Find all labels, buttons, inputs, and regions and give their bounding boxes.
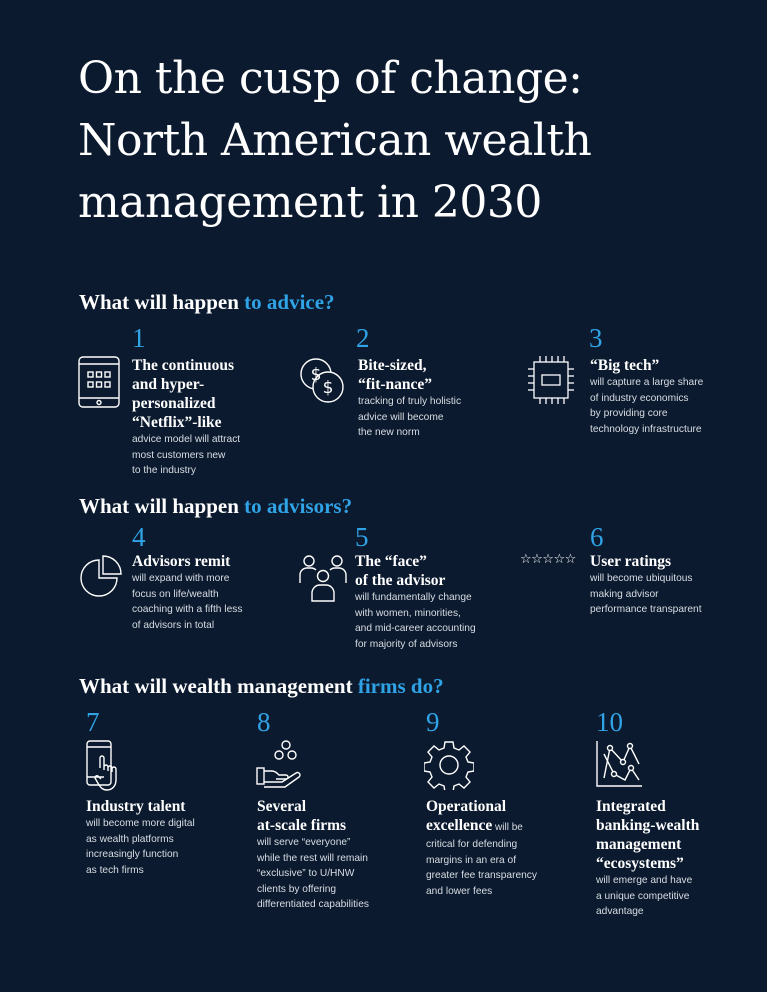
item-description: will serve “everyone” while the rest will remain “exclusive” to U/HNW clients by offering differentiated capabilities	[257, 837, 369, 910]
item-description: will emerge and have a unique competitive advantage	[596, 875, 693, 917]
section-heading-advice	[79, 289, 335, 315]
section-heading-text: What will happen	[79, 494, 245, 518]
list-item	[257, 797, 417, 913]
item-title: Several at-scale firms	[257, 798, 347, 834]
tablet-icon	[78, 356, 120, 408]
page-title: On the cusp of change: North American wealth management in 2030	[78, 53, 592, 228]
list-item	[132, 356, 292, 479]
hand-coins-icon	[256, 740, 302, 788]
item-title: Bite-sized, “fit-nance”	[358, 357, 433, 393]
coins-icon	[299, 356, 345, 404]
item-description: will fundamentally change with women, minorities, and mid-career accounting for majority of advisors	[355, 592, 476, 650]
list-item	[86, 797, 246, 878]
section-heading-advisors	[79, 493, 352, 519]
item-description: will become more digital as wealth platforms increasingly function as tech firms	[86, 818, 195, 876]
section-heading-firms	[79, 673, 444, 699]
item-number: 6	[590, 522, 604, 552]
item-number: 2	[356, 323, 370, 353]
section-heading-text: What will happen	[79, 290, 245, 314]
list-item	[590, 552, 750, 618]
star-rating-icon: ☆☆☆☆☆	[520, 552, 576, 567]
section-heading-highlight: firms do?	[357, 674, 444, 698]
item-number: 1	[132, 323, 146, 353]
item-number: 8	[257, 707, 271, 737]
list-item	[132, 552, 292, 633]
people-icon	[298, 553, 348, 603]
list-item	[590, 356, 750, 437]
section-heading-highlight: to advisors?	[244, 494, 353, 518]
item-description: will capture a large share of industry economics by providing core technology infrastructure	[590, 377, 704, 435]
gear-icon	[424, 740, 474, 790]
svg-text:$: $	[310, 365, 322, 385]
item-number: 5	[355, 522, 369, 552]
list-item	[358, 356, 518, 441]
item-title: Integrated banking-wealth management “ecosystems”	[596, 798, 700, 872]
item-title: Advisors remit	[132, 553, 231, 570]
item-title-text: Operational excellence	[426, 798, 507, 834]
list-item	[596, 797, 756, 920]
pie-chart-icon	[77, 554, 123, 600]
item-number: 3	[589, 323, 603, 353]
list-item	[426, 797, 586, 899]
item-number: 9	[426, 707, 440, 737]
item-title: Industry talent	[86, 798, 186, 815]
item-title: The “face” of the advisor	[355, 553, 446, 589]
item-title	[426, 797, 586, 837]
item-description: advice model will attract most customers new to the industry	[132, 434, 241, 476]
list-item	[355, 552, 525, 652]
item-title-inline: will be	[492, 822, 523, 833]
svg-text:$: $	[322, 378, 334, 398]
item-number: 7	[86, 707, 100, 737]
item-description: critical for defending margins in an era of greater fee transparency and lower fees	[426, 839, 537, 897]
network-chart-icon	[595, 740, 643, 788]
item-title: The continuous and hyper- personalized “Netflix”-like	[132, 357, 235, 431]
item-number: 10	[596, 707, 623, 737]
chip-icon	[527, 354, 575, 406]
section-heading-text: What will wealth management	[79, 674, 358, 698]
item-title: User ratings	[590, 553, 672, 570]
item-description: will become ubiquitous making advisor performance transparent	[590, 573, 702, 615]
item-title: “Big tech”	[590, 357, 660, 374]
item-description: will expand with more focus on life/wealth coaching with a fifth less of advisors in total	[132, 573, 243, 631]
item-number: 4	[132, 522, 146, 552]
phone-touch-icon	[86, 740, 122, 792]
section-heading-highlight: to advice?	[244, 290, 335, 314]
item-description: tracking of truly holistic advice will become the new norm	[358, 396, 462, 438]
